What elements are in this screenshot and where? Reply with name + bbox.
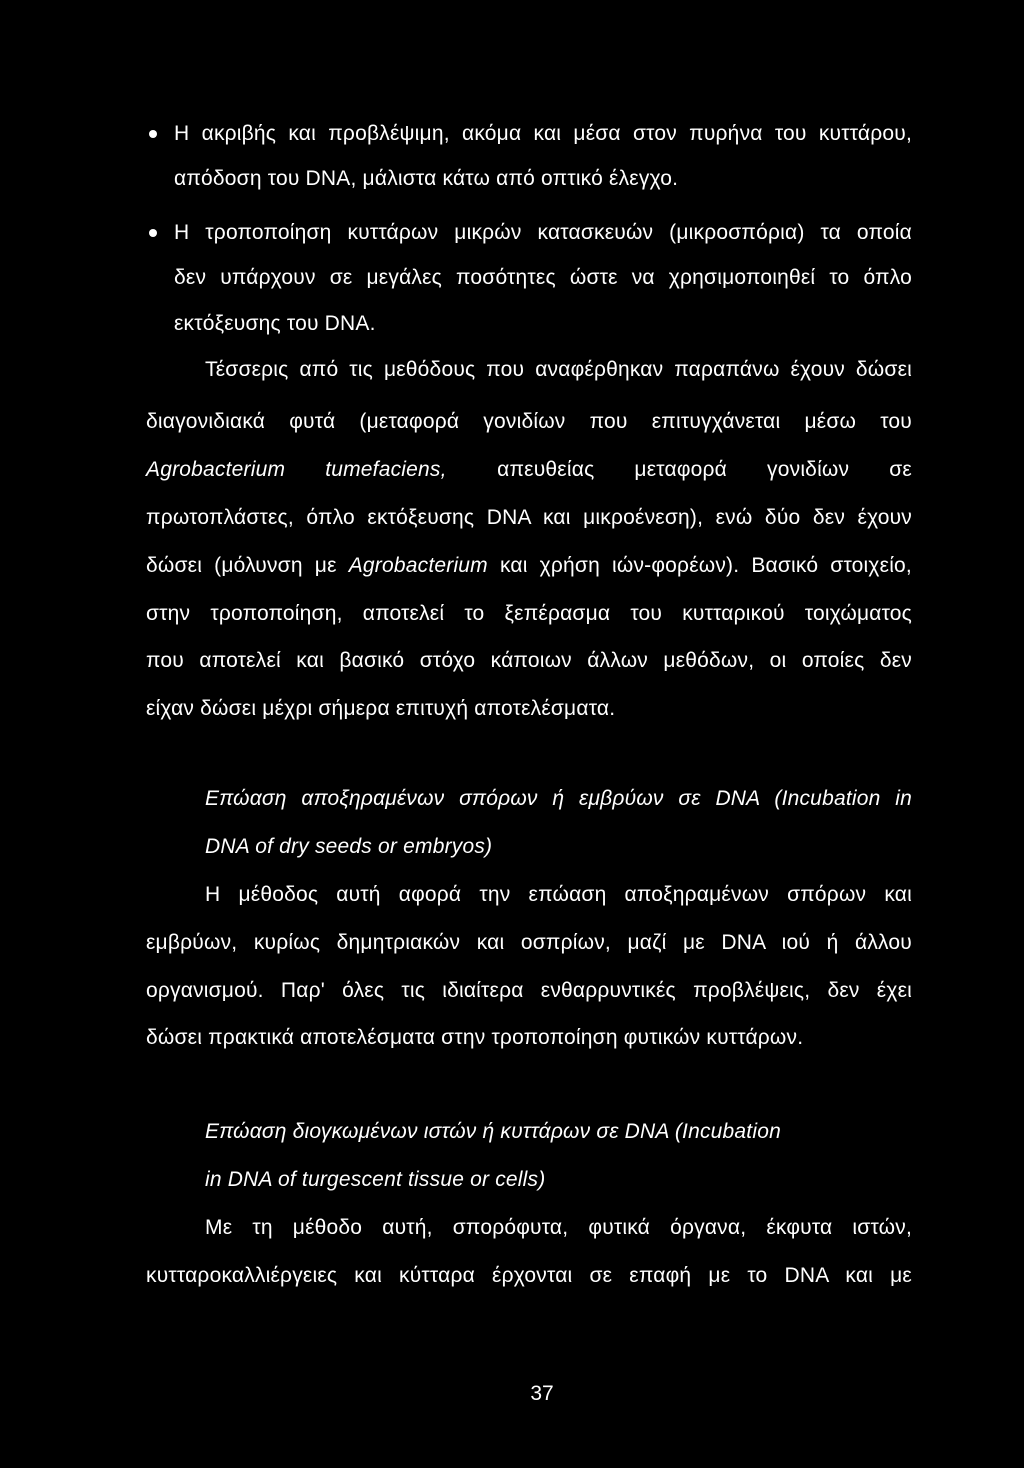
bullet-1-line-1: Η ακριβής και προβλέψιμη, ακόμα και μέσα στον πυρήνα του κυττάρου,	[174, 122, 912, 145]
paragraph-1-line-5-b: και χρήση ιών-φορέων). Βασικό στοιχείο,	[499, 554, 912, 577]
section-2-line-2: κυτταροκαλλιέργειες και κύτταρα έρχονται σε επαφή με το DNA και με	[146, 1264, 912, 1287]
paragraph-1-line-5-a: δώσει (μόλυνση με	[146, 554, 337, 577]
species-name-italic: Agrobacterium tumefaciens,	[146, 458, 447, 481]
bullet-marker	[149, 229, 157, 237]
paragraph-1-line-3-rest: απευθείας μεταφορά γονιδίων σε	[497, 458, 912, 481]
bullet-2-line-2: δεν υπάρχουν σε μεγάλες ποσότητες ώστε να χρησιμοποιηθεί το όπλο	[174, 266, 912, 289]
section-2-heading-line-2: in DNA of turgescent tissue or cells)	[205, 1168, 546, 1191]
section-1-line-3: οργανισμού. Παρ' όλες τις ιδιαίτερα ενθαρρυντικές προβλέψεις, δεν έχει	[146, 979, 912, 1002]
bullet-2-line-3: εκτόξευσης του DNA.	[174, 312, 376, 335]
paragraph-1-line-7: που αποτελεί και βασικό στόχο κάποιων άλλων μεθόδων, οι οποίες δεν	[146, 649, 912, 672]
paragraph-1-line-5	[146, 552, 912, 580]
paragraph-1-line-8: είχαν δώσει μέχρι σήμερα επιτυχή αποτελέσματα.	[146, 697, 616, 720]
paragraph-1-line-3	[146, 456, 912, 484]
section-1-heading-line-1: Επώαση αποξηραμένων σπόρων ή εμβρύων σε DNA (Incubation in	[205, 787, 912, 810]
bullet-marker	[149, 130, 157, 138]
paragraph-1-line-1: Τέσσερις από τις μεθόδους που αναφέρθηκαν παραπάνω έχουν δώσει	[205, 358, 912, 381]
section-1-line-4: δώσει πρακτικά αποτελέσματα στην τροποποίηση φυτικών κυττάρων.	[146, 1026, 804, 1049]
section-2-heading-line-1: Επώαση διογκωμένων ιστών ή κυττάρων σε DNA (Incubation	[205, 1120, 781, 1143]
bullet-1-line-2: απόδοση του DNA, μάλιστα κάτω από οπτικό έλεγχο.	[174, 167, 679, 190]
paragraph-1-line-2: διαγονιδιακά φυτά (μεταφορά γονιδίων που επιτυγχάνεται μέσω του	[146, 410, 912, 433]
paragraph-1-line-6: στην τροποποίηση, αποτελεί το ξεπέρασμα του κυτταρικού τοιχώματος	[146, 602, 912, 625]
section-1-line-1: Η μέθοδος αυτή αφορά την επώαση αποξηραμένων σπόρων και	[205, 883, 912, 906]
section-2-line-1: Με τη μέθοδο αυτή, σπορόφυτα, φυτικά όργανα, έκφυτα ιστών,	[205, 1216, 912, 1239]
section-1-heading-line-2: DNA of dry seeds or embryos)	[205, 835, 493, 858]
bullet-2-line-1: Η τροποποίηση κυττάρων μικρών κατασκευών (μικροσπόρια) τα οποία	[174, 221, 912, 244]
page-number: 37	[530, 1382, 554, 1405]
paragraph-1-line-4: πρωτοπλάστες, όπλο εκτόξευσης DNA και μικροένεση), ενώ δύο δεν έχουν	[146, 506, 912, 529]
genus-name-italic: Agrobacterium	[348, 554, 488, 577]
section-1-line-2: εμβρύων, κυρίως δημητριακών και οσπρίων, μαζί με DNA ιού ή άλλου	[146, 931, 912, 954]
